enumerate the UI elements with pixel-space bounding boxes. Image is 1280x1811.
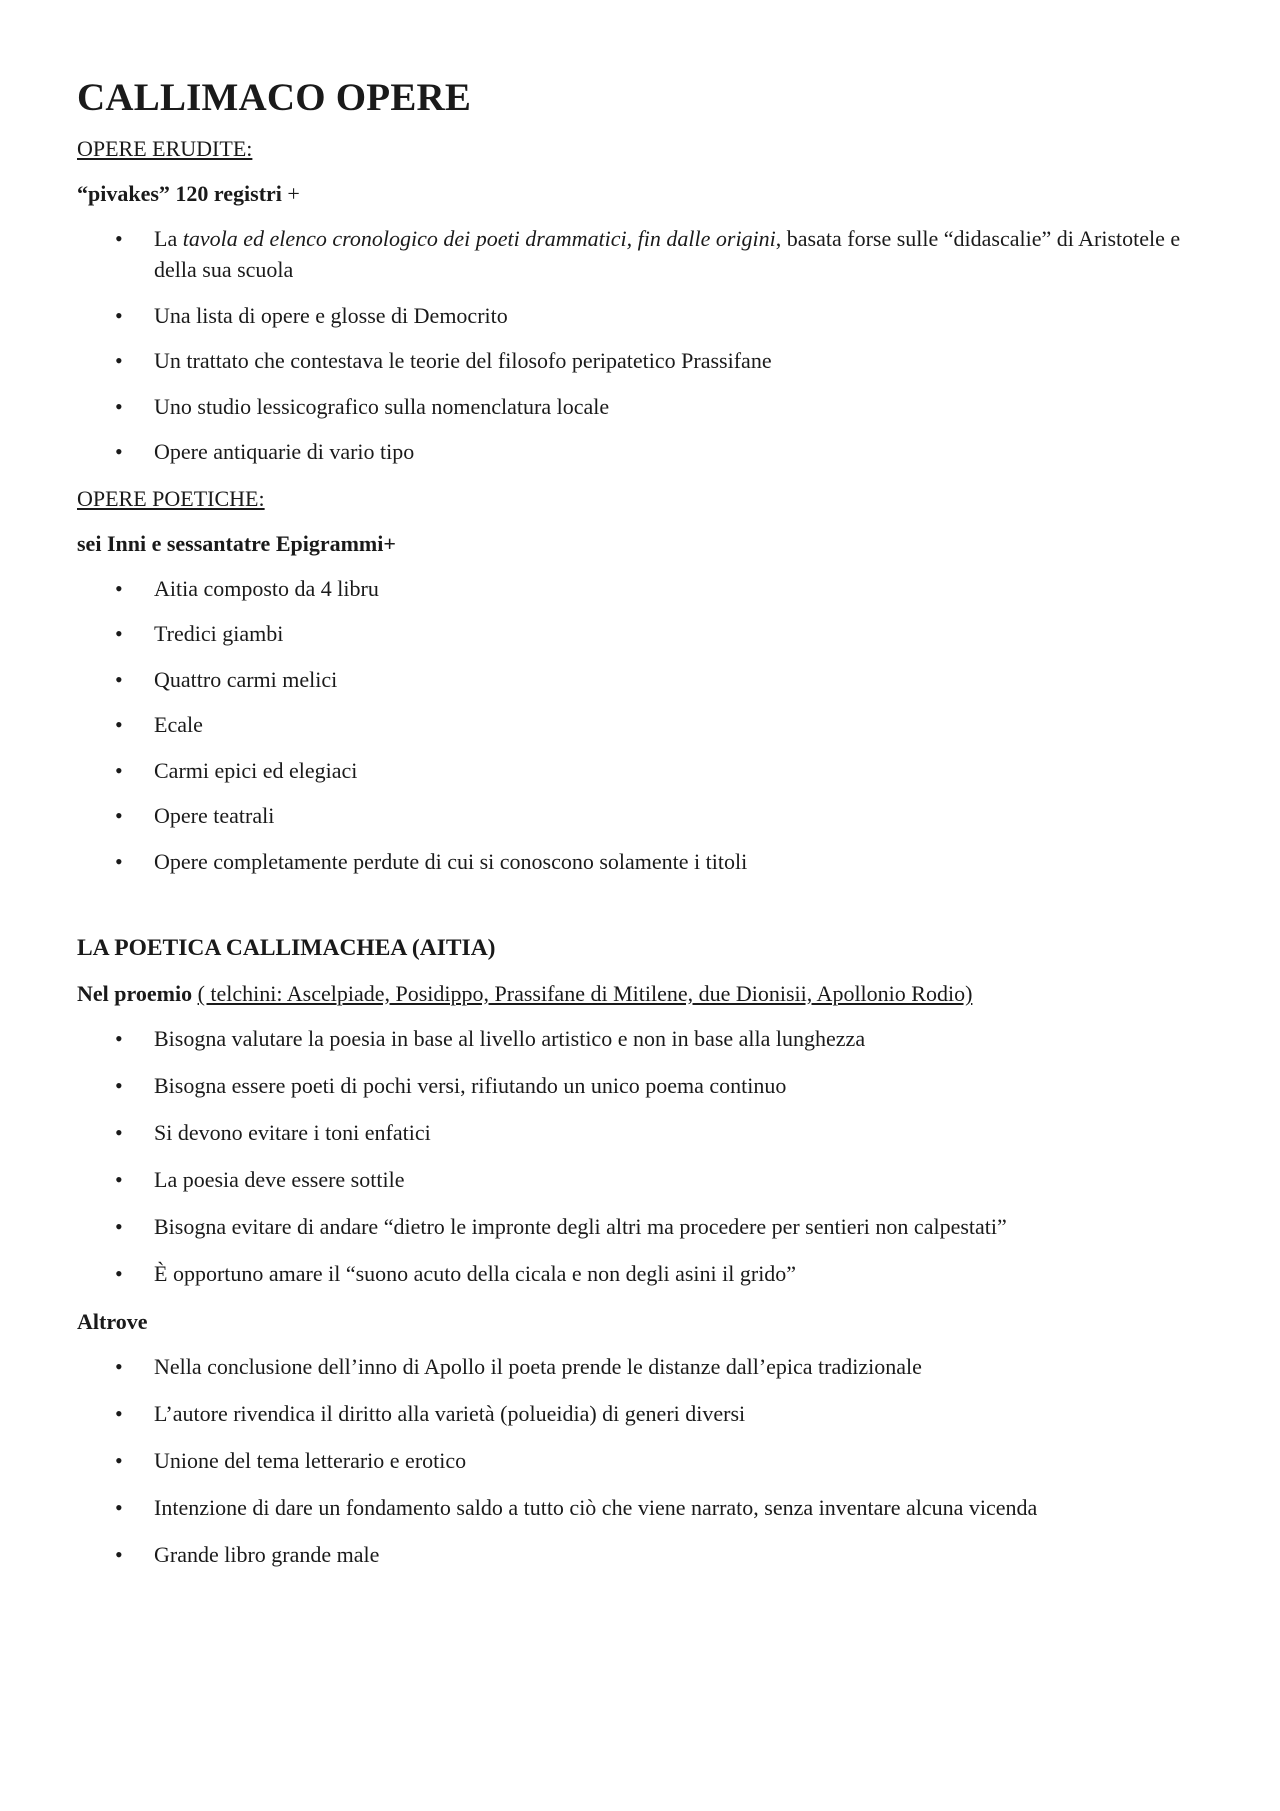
list-item — [77, 846, 1187, 877]
list-item-text: Opere antiquarie di vario tipo — [154, 439, 415, 464]
bullet-glyph: • — [115, 393, 123, 419]
list-item-text: Un trattato che contestava le teorie del filosofo peripatetico Prassifane — [154, 348, 772, 373]
list-item-text: Uno studio lessicografico sulla nomenclatura locale — [154, 393, 610, 419]
bullet-glyph: • — [115, 848, 123, 874]
bullet-glyph: • — [115, 1026, 123, 1051]
list-item — [77, 1164, 1187, 1195]
bullet-glyph: • — [115, 1495, 123, 1520]
list-item-text-pre: La — [154, 226, 183, 251]
list-item — [77, 664, 1187, 695]
list-item — [77, 1258, 1187, 1289]
list-item — [77, 618, 1187, 649]
bullet-glyph: • — [115, 1073, 123, 1098]
bullet-glyph: • — [115, 803, 123, 828]
list-item — [77, 709, 1187, 740]
list-opere-poetiche — [77, 573, 1187, 877]
bullet-glyph: • — [115, 712, 123, 737]
list-item-text-italic: tavola ed elenco cronologico dei poeti drammatici, fin dalle origini — [182, 226, 776, 251]
list-item — [77, 436, 1187, 467]
list-item — [77, 755, 1187, 786]
bullet-glyph: • — [115, 757, 123, 783]
bullet-glyph: • — [115, 621, 123, 646]
list-item — [77, 1539, 1187, 1570]
bullet-glyph: • — [115, 575, 123, 601]
list-item — [77, 223, 1187, 285]
lead-pivakes — [77, 177, 1187, 211]
document-page — [77, 70, 1187, 1586]
list-item-text: Unione del tema letterario e erotico — [154, 1448, 467, 1473]
list-item-text: Bisogna evitare di andare “dietro le impronte degli altri ma procedere per sentieri non calpestati” — [154, 1214, 1007, 1239]
bullet-glyph: • — [115, 666, 123, 692]
spacer — [77, 891, 1187, 931]
list-proemio — [77, 1023, 1187, 1289]
list-item-text: L’autore rivendica il diritto alla varietà (polueidia) di generi diversi — [154, 1401, 746, 1426]
list-item — [77, 1445, 1187, 1476]
list-item — [77, 1023, 1187, 1054]
list-item-text: Ecale — [154, 712, 203, 737]
bullet-glyph: • — [115, 1354, 123, 1379]
bullet-glyph: • — [115, 226, 123, 251]
list-opere-erudite — [77, 223, 1187, 467]
bullet-glyph: • — [115, 1542, 123, 1567]
bullet-glyph: • — [115, 1120, 123, 1145]
list-item — [77, 1070, 1187, 1101]
list-item-text: Bisogna valutare la poesia in base al livello artistico e non in base alla lunghezza — [154, 1026, 866, 1051]
lead-altrove — [77, 1305, 1187, 1339]
list-item-text: La poesia deve essere sottile — [154, 1167, 405, 1192]
list-item-text: Quattro carmi melici — [154, 666, 338, 692]
list-item — [77, 345, 1187, 376]
section-heading-opere-erudite: OPERE ERUDITE: — [77, 136, 253, 161]
bullet-glyph: • — [115, 302, 123, 328]
section-heading-poetica: LA POETICA CALLIMACHEA (AITIA) — [77, 935, 496, 961]
list-item-text: Intenzione di dare un fondamento saldo a tutto ciò che viene narrato, senza inventare alcuna vicenda — [154, 1495, 1038, 1520]
lead-inni — [77, 527, 1187, 561]
list-item-text: Carmi epici ed elegiaci — [154, 757, 358, 783]
list-item-text: Una lista di opere e glosse di Democrito — [154, 302, 508, 328]
bullet-glyph: • — [115, 1448, 123, 1473]
bullet-glyph: • — [115, 1261, 123, 1286]
bullet-glyph: • — [115, 1401, 123, 1426]
bullet-glyph: • — [115, 1214, 123, 1239]
list-item-text: Tredici giambi — [154, 621, 284, 646]
lead-pivakes-bold: “pivakes” 120 registri — [77, 181, 282, 206]
lead-altrove-bold: Altrove — [77, 1309, 148, 1334]
lead-pivakes-rest: + — [281, 181, 300, 206]
list-item — [77, 1351, 1187, 1382]
lead-proemio-telchini: ( telchini: Ascelpiade, Posidippo, Prassifane di Mitilene, due Dionisii, Apollonio Rodio) — [197, 981, 973, 1006]
lead-proemio-bold: Nel proemio — [77, 981, 193, 1006]
list-item-text: Bisogna essere poeti di pochi versi, rifiutando un unico poema continuo — [154, 1073, 787, 1098]
lead-proemio — [77, 977, 1187, 1011]
list-item — [77, 391, 1187, 422]
bullet-glyph: • — [115, 439, 123, 464]
list-item-text: Opere teatrali — [154, 803, 275, 828]
bullet-glyph: • — [115, 1167, 123, 1192]
lead-inni-bold: sei Inni e sessantatre Epigrammi+ — [77, 530, 396, 556]
list-item-text: Opere completamente perdute di cui si conoscono solamente i titoli — [154, 848, 748, 874]
list-item-text: È opportuno amare il “suono acuto della cicala e non degli asini il grido” — [154, 1261, 797, 1286]
list-item-text-post: , basata forse sulle “didascalie” di Aristotele e della sua scuola — [154, 226, 1181, 282]
list-item — [77, 800, 1187, 831]
list-altrove — [77, 1351, 1187, 1570]
section-heading-opere-poetiche: OPERE POETICHE: — [77, 485, 265, 511]
list-item-text: Si devono evitare i toni enfatici — [154, 1120, 431, 1145]
list-item — [77, 1117, 1187, 1148]
list-item-text: Grande libro grande male — [154, 1542, 380, 1567]
bullet-glyph: • — [115, 348, 123, 373]
list-item-text: Aitia composto da 4 libru — [154, 575, 379, 601]
list-item-text: Nella conclusione dell’inno di Apollo il poeta prende le distanze dall’epica tradizionale — [154, 1354, 922, 1379]
list-item — [77, 1211, 1187, 1242]
list-item — [77, 1398, 1187, 1429]
list-item — [77, 573, 1187, 604]
list-item — [77, 300, 1187, 331]
page-title: CALLIMACO OPERE — [77, 76, 472, 119]
list-item — [77, 1492, 1187, 1523]
